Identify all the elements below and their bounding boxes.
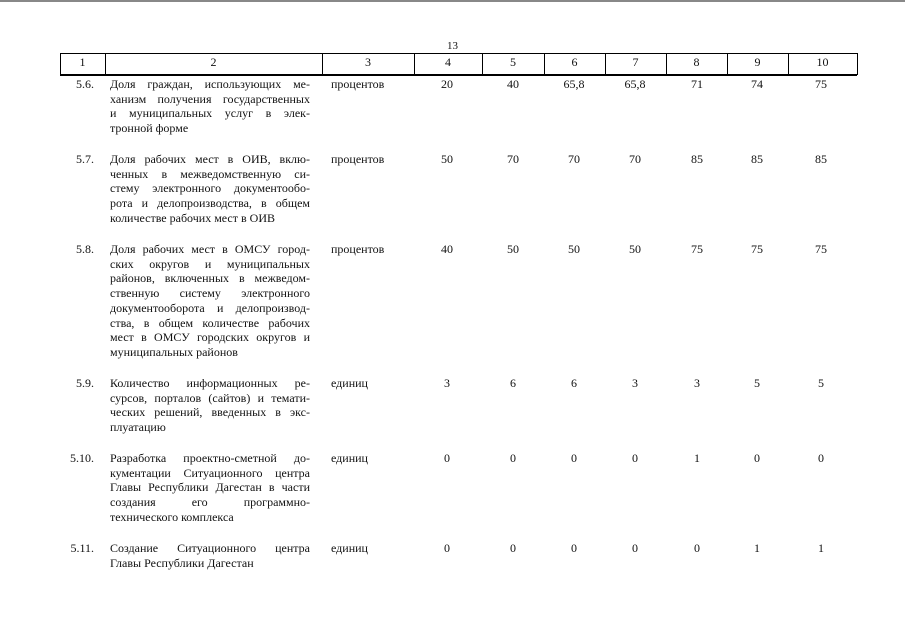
page-top-edge <box>0 0 905 2</box>
row-value-col-10: 75 <box>815 77 827 91</box>
row-code: 5.9. <box>76 376 94 390</box>
row-value-col-4: 20 <box>441 77 453 91</box>
row-code: 5.11. <box>70 541 94 555</box>
description-line: Создание Ситуационного центра <box>110 541 310 555</box>
row-value-col-8: 0 <box>694 541 700 555</box>
column-separator <box>482 53 483 75</box>
description-line: Доля рабочих мест в ОМСУ город- <box>110 242 310 256</box>
row-value-col-10: 85 <box>815 152 827 166</box>
row-value-col-5: 0 <box>510 541 516 555</box>
row-description <box>110 77 310 136</box>
row-value-col-10: 5 <box>818 376 824 390</box>
row-code: 5.6. <box>76 77 94 91</box>
column-header-5: 5 <box>510 55 516 69</box>
column-separator <box>605 53 606 75</box>
row-description <box>110 242 310 360</box>
column-header-8: 8 <box>693 55 700 69</box>
row-description <box>110 541 310 570</box>
row-value-col-7: 50 <box>629 242 641 256</box>
description-line: ченных в межведомственную си- <box>110 166 310 181</box>
description-line: Разработка проектно-сметной до- <box>110 451 310 465</box>
row-value-col-8: 3 <box>694 376 700 390</box>
column-header-3: 3 <box>365 55 371 69</box>
row-value-col-5: 6 <box>510 376 516 390</box>
row-value-col-6: 50 <box>568 242 580 256</box>
row-description <box>110 451 310 525</box>
row-value-col-7: 0 <box>632 451 638 465</box>
row-unit: единиц <box>331 541 368 555</box>
row-value-col-4: 3 <box>444 376 450 390</box>
row-value-col-7: 70 <box>629 152 641 166</box>
row-value-col-6: 70 <box>568 152 580 166</box>
description-line: муниципальных районов <box>110 344 238 359</box>
column-header-9: 9 <box>754 55 761 69</box>
row-value-col-6: 6 <box>571 376 577 390</box>
row-value-col-9: 75 <box>751 242 763 256</box>
row-value-col-7: 3 <box>632 376 638 390</box>
row-value-col-10: 75 <box>815 242 827 256</box>
row-unit: единиц <box>331 376 368 390</box>
description-line: тронной форме <box>110 121 189 136</box>
description-line: стему электронного документообо- <box>110 181 310 196</box>
description-line: и муниципальных услуг в элек- <box>110 106 310 121</box>
column-separator <box>60 53 61 75</box>
row-value-col-5: 0 <box>510 451 516 465</box>
row-unit: процентов <box>331 152 385 166</box>
row-value-col-4: 50 <box>441 152 453 166</box>
description-line: ственную систему электронного <box>110 286 310 301</box>
row-value-col-5: 40 <box>507 77 519 91</box>
row-value-col-8: 71 <box>691 77 703 91</box>
row-unit: процентов <box>331 77 385 91</box>
row-value-col-9: 74 <box>751 77 763 91</box>
row-value-col-8: 85 <box>691 152 703 166</box>
description-line: сурсов, порталов (сайтов) и темати- <box>110 390 310 405</box>
description-line: районов, включенных в межведом- <box>110 271 310 286</box>
row-code: 5.10. <box>70 451 94 465</box>
column-separator <box>322 53 323 75</box>
description-line: ства, в общем количестве рабочих <box>110 315 310 330</box>
row-value-col-9: 1 <box>754 541 760 555</box>
row-value-col-10: 1 <box>818 541 824 555</box>
row-value-col-5: 70 <box>507 152 519 166</box>
row-value-col-9: 0 <box>754 451 760 465</box>
column-header-10: 10 <box>816 55 829 69</box>
description-line: плуатацию <box>110 420 166 435</box>
column-separator <box>105 53 106 75</box>
description-line: Доля рабочих мест в ОИВ, вклю- <box>110 152 310 166</box>
column-header-6: 6 <box>571 55 578 69</box>
column-separator <box>727 53 728 75</box>
column-header-2: 2 <box>210 55 217 69</box>
description-line: количестве рабочих мест в ОИВ <box>110 210 275 225</box>
column-separator <box>666 53 667 75</box>
description-line: Доля граждан, использующих ме- <box>110 77 310 91</box>
column-header-7: 7 <box>632 55 639 69</box>
row-unit: единиц <box>331 451 368 465</box>
row-value-col-6: 65,8 <box>563 77 585 91</box>
row-unit: процентов <box>331 242 385 256</box>
row-value-col-7: 65,8 <box>624 77 646 91</box>
row-value-col-8: 1 <box>694 451 700 465</box>
row-description <box>110 152 310 226</box>
description-line: рота и делопроизводства, в общем <box>110 196 310 211</box>
description-line: ских округов и муниципальных <box>110 256 310 271</box>
description-line: Главы Республики Дагестан в части <box>110 480 310 495</box>
column-separator <box>414 53 415 75</box>
column-header-1: 1 <box>79 55 86 69</box>
row-value-col-4: 40 <box>441 242 453 256</box>
row-value-col-9: 5 <box>754 376 760 390</box>
row-value-col-4: 0 <box>444 451 450 465</box>
description-line: документооборота и делопроизвод- <box>110 300 310 315</box>
row-value-col-5: 50 <box>507 242 519 256</box>
column-separator <box>788 53 789 75</box>
row-value-col-4: 0 <box>444 541 450 555</box>
row-code: 5.7. <box>76 152 94 166</box>
row-value-col-6: 0 <box>571 451 577 465</box>
description-line: кументации Ситуационного центра <box>110 465 310 480</box>
page-number: 13 <box>447 40 458 52</box>
row-code: 5.8. <box>76 242 94 256</box>
column-separator <box>857 53 858 75</box>
description-line: Главы Республики Дагестан <box>110 555 254 570</box>
description-line: Количество информационных ре- <box>110 376 310 390</box>
description-line: ханизм получения государственных <box>110 91 310 106</box>
row-value-col-9: 85 <box>751 152 763 166</box>
description-line: технического комплекса <box>110 509 234 524</box>
description-line: создания его программно- <box>110 495 310 510</box>
row-value-col-7: 0 <box>632 541 638 555</box>
description-line: ческих решений, введенных в экс- <box>110 405 310 420</box>
column-separator <box>544 53 545 75</box>
row-value-col-6: 0 <box>571 541 577 555</box>
table-header-row <box>60 53 857 75</box>
row-value-col-10: 0 <box>818 451 824 465</box>
column-header-4: 4 <box>445 55 451 69</box>
row-value-col-8: 75 <box>691 242 703 256</box>
row-description <box>110 376 310 435</box>
description-line: мест в ОМСУ городских округов и <box>110 330 310 345</box>
